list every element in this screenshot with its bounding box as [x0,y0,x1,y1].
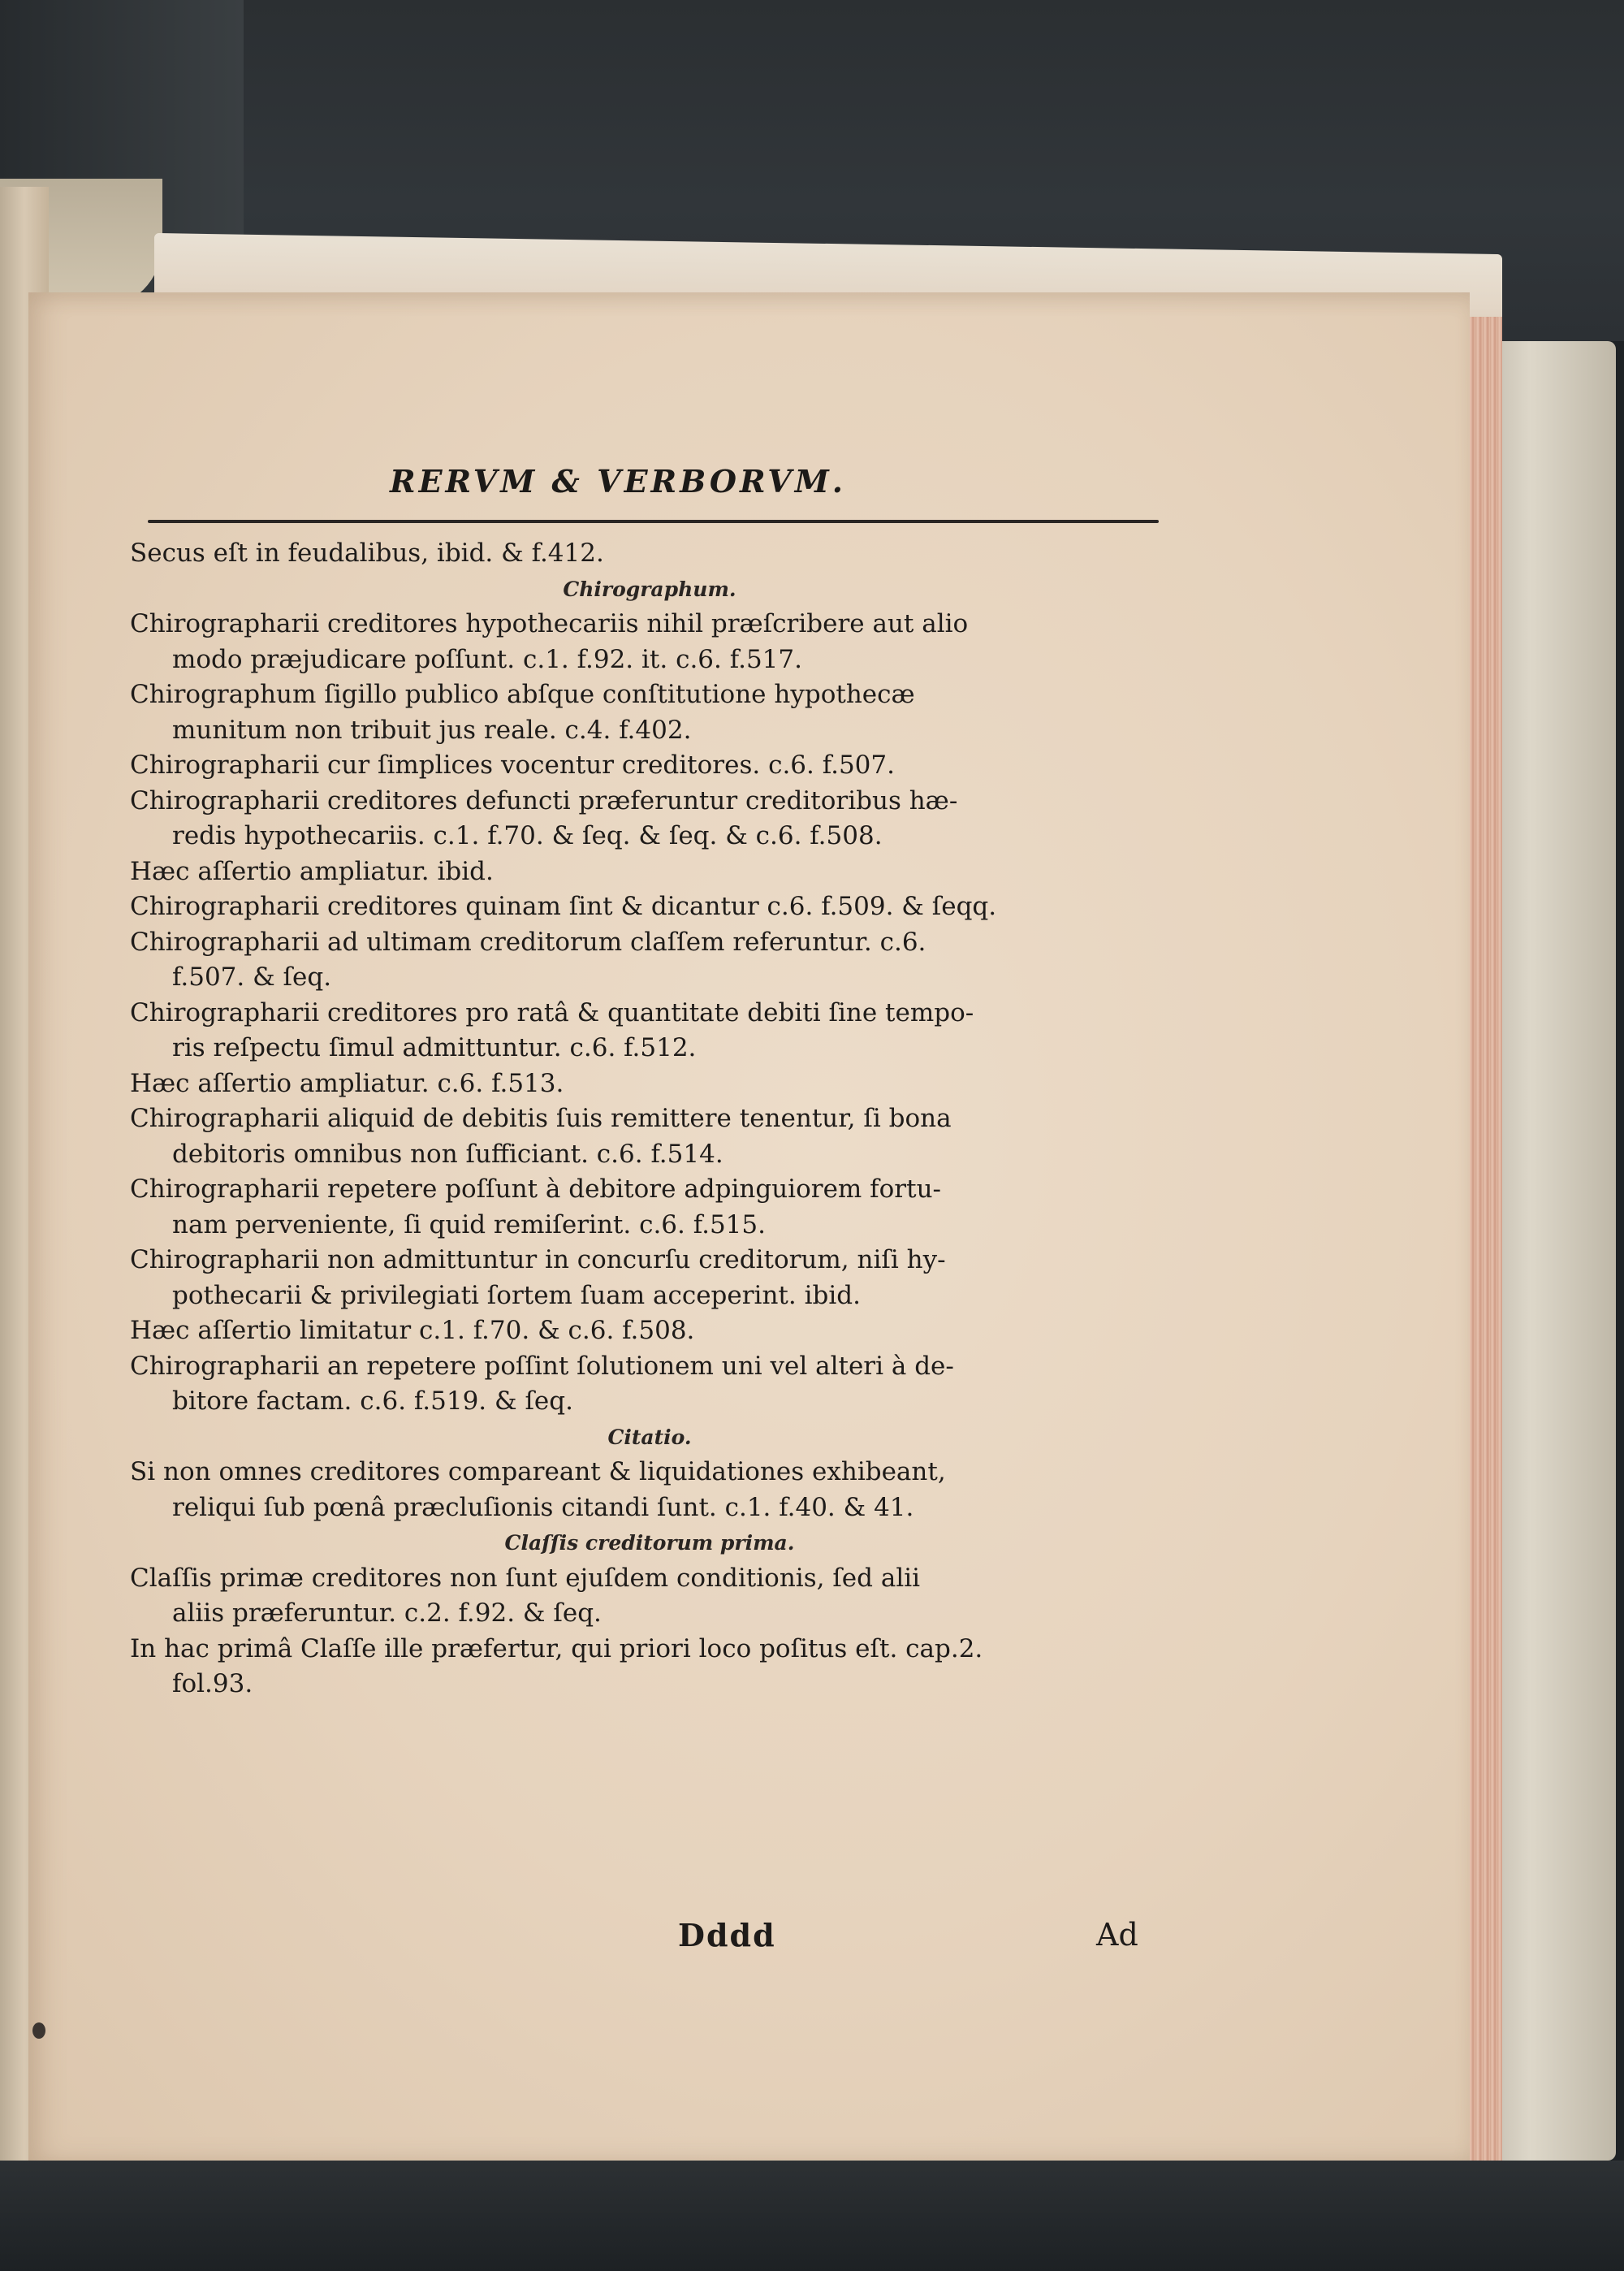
book-board-right [1494,341,1616,2161]
index-line: Hæc aſſertio ampliatur. c.6. f.513. [130,1068,564,1098]
section-heading: Claſſis creditorum prima. [504,1531,795,1555]
index-line: Secus eſt in feudalibus, ibid. & f.412. [130,539,604,568]
index-line: munitum non tribuit jus reale. c.4. f.402. [172,715,692,745]
index-line: debitoris omnibus non ſufficiant. c.6. f.514. [172,1139,723,1169]
index-line: Chirographarii non admittuntur in concurſu creditorum, niſi hy- [130,1245,946,1274]
index-line: Chirographarii aliquid de debitis ſuis remittere tenentur, ſi bona [130,1104,952,1133]
index-line: Chirographarii repetere poſſunt à debitore adpinguiorem fortu- [130,1174,942,1204]
index-line: Hæc aſſertio ampliatur. ibid. [130,856,494,886]
signature-mark: Dddd [678,1917,776,1953]
index-line: Si non omnes creditores compareant & liquidationes exhibeant, [130,1457,946,1486]
running-head: RERVM & VERBORVM. [390,463,847,500]
index-line: reliqui ſub pœnâ præcluſionis citandi ſunt. c.1. f.40. & 41. [172,1492,914,1522]
index-line: Chirographarii creditores defuncti præferuntur creditoribus hæ- [130,785,958,815]
index-line: Chirographarii ad ultimam creditorum claſſem referuntur. c.6. [130,927,926,957]
index-line: nam perveniente, ſi quid remiſerint. c.6. f.515. [172,1209,766,1239]
index-line: Chirographarii creditores quinam ſint & dicantur c.6. f.509. & ſeqq. [130,892,997,921]
index-line: In hac primâ Claſſe ille præfertur, qui priori loco poſitus eſt. cap.2. [130,1633,983,1663]
index-line: Claſſis primæ creditores non ſunt ejuſdem conditionis, ſed alii [130,1563,921,1593]
index-line: bitore factam. c.6. f.519. & ſeq. [172,1386,573,1416]
table-shadow [0,2161,1624,2271]
index-line: pothecarii & privilegiati ſortem ſuam acceperint. ibid. [172,1280,861,1310]
index-text-block [130,536,1169,1702]
index-line: modo præjudicare poſſunt. c.1. f.92. it. c.6. f.517. [172,644,802,674]
index-line: f.507. & ſeq. [172,962,332,992]
index-line: Chirographum ſigillo publico abſque conſtitutione hypothecæ [130,680,915,709]
index-line: Chirographarii creditores hypothecariis nihil præſcribere aut alio [130,609,969,638]
index-line: Chirographarii creditores pro ratâ & quantitate debiti ſine tempo- [130,997,974,1027]
index-line: redis hypothecariis. c.1. f.70. & ſeq. & ſeq. & c.6. f.508. [172,821,883,850]
section-heading: Chirographum. [563,577,736,601]
index-line: ris reſpectu ſimul admittuntur. c.6. f.512. [172,1033,697,1062]
catchword: Ad [1096,1917,1138,1953]
index-line: Chirographarii cur ſimplices vocentur creditores. c.6. f.507. [130,751,895,780]
head-rule [148,520,1159,523]
ink-blot [32,2022,45,2039]
section-heading: Citatio. [607,1425,692,1449]
index-line: Hæc aſſertio limitatur c.1. f.70. & c.6. f.508. [130,1316,695,1345]
index-line: fol.93. [172,1669,253,1698]
index-line: aliis præferuntur. c.2. f.92. & ſeq. [172,1598,602,1628]
index-line: Chirographarii an repetere poſſint ſolutionem uni vel alteri à de- [130,1351,954,1381]
